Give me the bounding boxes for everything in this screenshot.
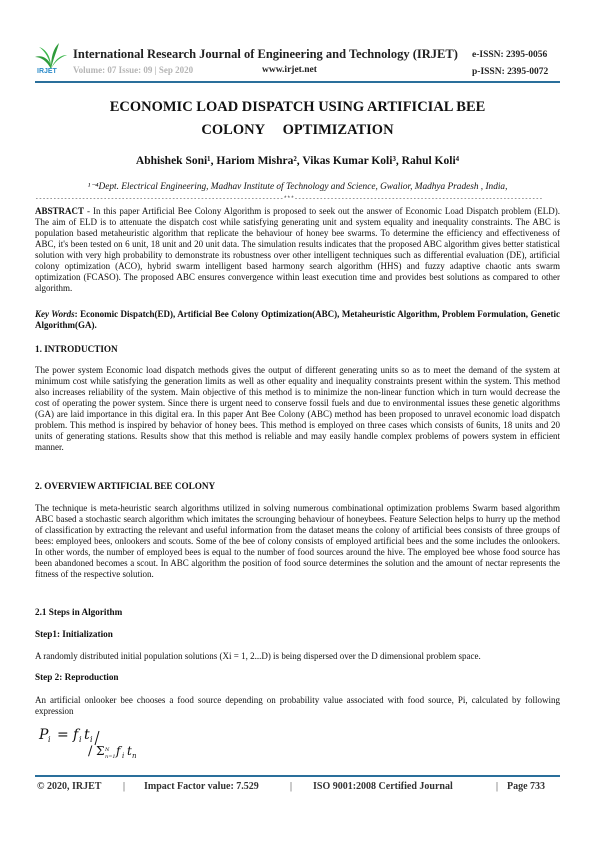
pissn: p-ISSN: 2395-0072: [472, 67, 549, 77]
footer-iso: ISO 9001:2008 Certified Journal: [313, 781, 453, 792]
footer-divider: |: [496, 781, 499, 792]
svg-text:n=1: n=1: [105, 754, 116, 760]
author-list: Abhishek Soni¹, Hariom Mishra², Vikas Kumar Koli³, Rahul Koli⁴: [135, 155, 460, 167]
footer-divider: |: [123, 781, 126, 792]
overview-text: The technique is meta-heuristic search algorithms utilized in solving numerous combinational optimization problems Swarm based algorithm ABC based a stochastic search algorithm which imitates the scrounging behaviour of honeybees. Feature Selection helps to hurry up the method of classification by extracting the relevant and useful information from the dataset means the colony of artificial bees consists of three groups of bees: employed bees, onlookers and scouts. Some of the bee of colony consists of employed artificial bees and the some includes the onlookers. In other words, the number of employed bees is equal to the number of food sources around the hive. The employed bee whose food source has been abandoned becomes a scout. In ABC algorithm the position of food source determines the solution and the amount of nectar represents the fitness of the respective solution.: [35, 503, 560, 579]
svg-text:f: f: [116, 744, 121, 758]
step2-heading: Step 2: Reproduction: [35, 672, 119, 682]
paper-title-line2: COLONY OPTIMIZATION: [201, 122, 394, 138]
section-heading-steps: 2.1 Steps in Algorithm: [35, 607, 123, 617]
affiliation: ¹⁻⁴Dept. Electrical Engineering, Madhav Institute of Technology and Science, Gwalior, Madhya Pradesh , India,: [87, 182, 508, 192]
svg-text:=: =: [57, 727, 69, 743]
keywords: [35, 309, 560, 331]
svg-text:f: f: [73, 727, 79, 743]
probability-formula: [37, 723, 167, 761]
step1-text: A randomly distributed initial population solutions (Xi = 1, 2...D) is being dispersed over the D dimensional problem space.: [35, 651, 481, 661]
journal-title: International Research Journal of Engineering and Technology (IRJET): [73, 47, 458, 61]
svg-text:i: i: [48, 735, 51, 744]
eissn: e-ISSN: 2395-0056: [472, 50, 548, 60]
section-heading-introduction: 1. INTRODUCTION: [35, 344, 118, 354]
abstract: [35, 206, 560, 294]
logo-text: IRJET: [37, 68, 57, 75]
svg-text:i: i: [79, 735, 82, 744]
separator-line: ---------------------------------------------------------------------***---------------------------------------------------------------------: [35, 195, 543, 202]
footer-rule: [35, 775, 560, 777]
svg-text:t: t: [84, 727, 90, 743]
step2-text: An artificial onlooker bee chooses a food source depending on probability value associated with food source, Pi, calculated by following expression: [35, 695, 560, 716]
footer-page-number: Page 733: [507, 781, 546, 792]
section-heading-overview: 2. OVERVIEW ARTIFICIAL BEE COLONY: [35, 481, 216, 491]
paper-title-line1: ECONOMIC LOAD DISPATCH USING ARTIFICIAL BEE: [109, 99, 486, 115]
footer-copyright: © 2020, IRJET: [37, 781, 102, 792]
introduction-text: The power system Economic load dispatch methods gives the output of different generating units so as to meet the demand of the system at minimum cost while satisfying the generation limits as well as other equality and inequality constraints present within the system. This method also increases reliability of the system. Main objective of this method is to minimize the non-linear function which in turn would decrease the cost of operating the power system. Since there is urgent need to conserve fossil fuels and due to environmental issues these genetic algorithms (GA) are laid importance in this digital era. In this paper Ant Bee Colony (ABC) method has been proposed to unravel economic load dispatch problem. This method is inspired by behavior of honey bees. This method is employed on three cases which consists of 6units, 18 units and 20 units of generating stations. Results show that this method is reliable and may easily handle complex problems of powers system in efficient manner.: [35, 365, 560, 452]
svg-text:t: t: [127, 744, 132, 758]
svg-text:/: /: [88, 744, 93, 759]
svg-text:Σ: Σ: [96, 744, 105, 758]
svg-text:i: i: [122, 752, 125, 760]
volume-info: Volume: 07 Issue: 09 | Sep 2020: [73, 65, 194, 75]
keywords-label: Key Words: [35, 309, 75, 319]
svg-text:N: N: [105, 747, 110, 753]
keywords-text: : Economic Dispatch(ED), Artificial Bee Colony Optimization(ABC), Metaheuristic Algorithm, Problem Formulation, Genetic Algorithm(GA).: [35, 309, 560, 330]
website-link[interactable]: www.irjet.net: [262, 65, 317, 75]
svg-text:P: P: [39, 727, 49, 743]
footer-impact-factor: Impact Factor value: 7.529: [144, 781, 259, 792]
svg-text:n: n: [132, 752, 137, 760]
header-rule: [35, 81, 560, 83]
step1-heading: Step1: Initialization: [35, 629, 113, 639]
abstract-label: ABSTRACT: [35, 206, 85, 216]
footer-divider: |: [290, 781, 293, 792]
svg-text:i: i: [90, 735, 93, 744]
abstract-text: - In this paper Artificial Bee Colony Algorithm is proposed to seek out the answer of Economic Load Dispatch problem (ELD). The aim of ELD is to attenuate the dispatch cost while satisfying generating unit and system equality and inequality constraints. The ABC is population based metaheuristic algorithm that replicate the behaviour of honey bee swarms. To determine the efficiency and effectiveness of ABC, it's been tested on 6 unit, 18 unit and 20 unit data. The simulation results indicates that the proposed ABC algorithm gives better statistical solution with very high probability to demonstrate its robustness over other intelligent techniques such as differential evaluation (DE), artificial colony optimization (ACO), hybrid swarm intelligent based harmony search algorithm (HHS) and fuzzy adaptive chaotic ants swarm optimization (FCASO). The proposed ABC ensures convergence within least execution time and provides best solutions as compared to other algorithm.: [35, 206, 560, 293]
